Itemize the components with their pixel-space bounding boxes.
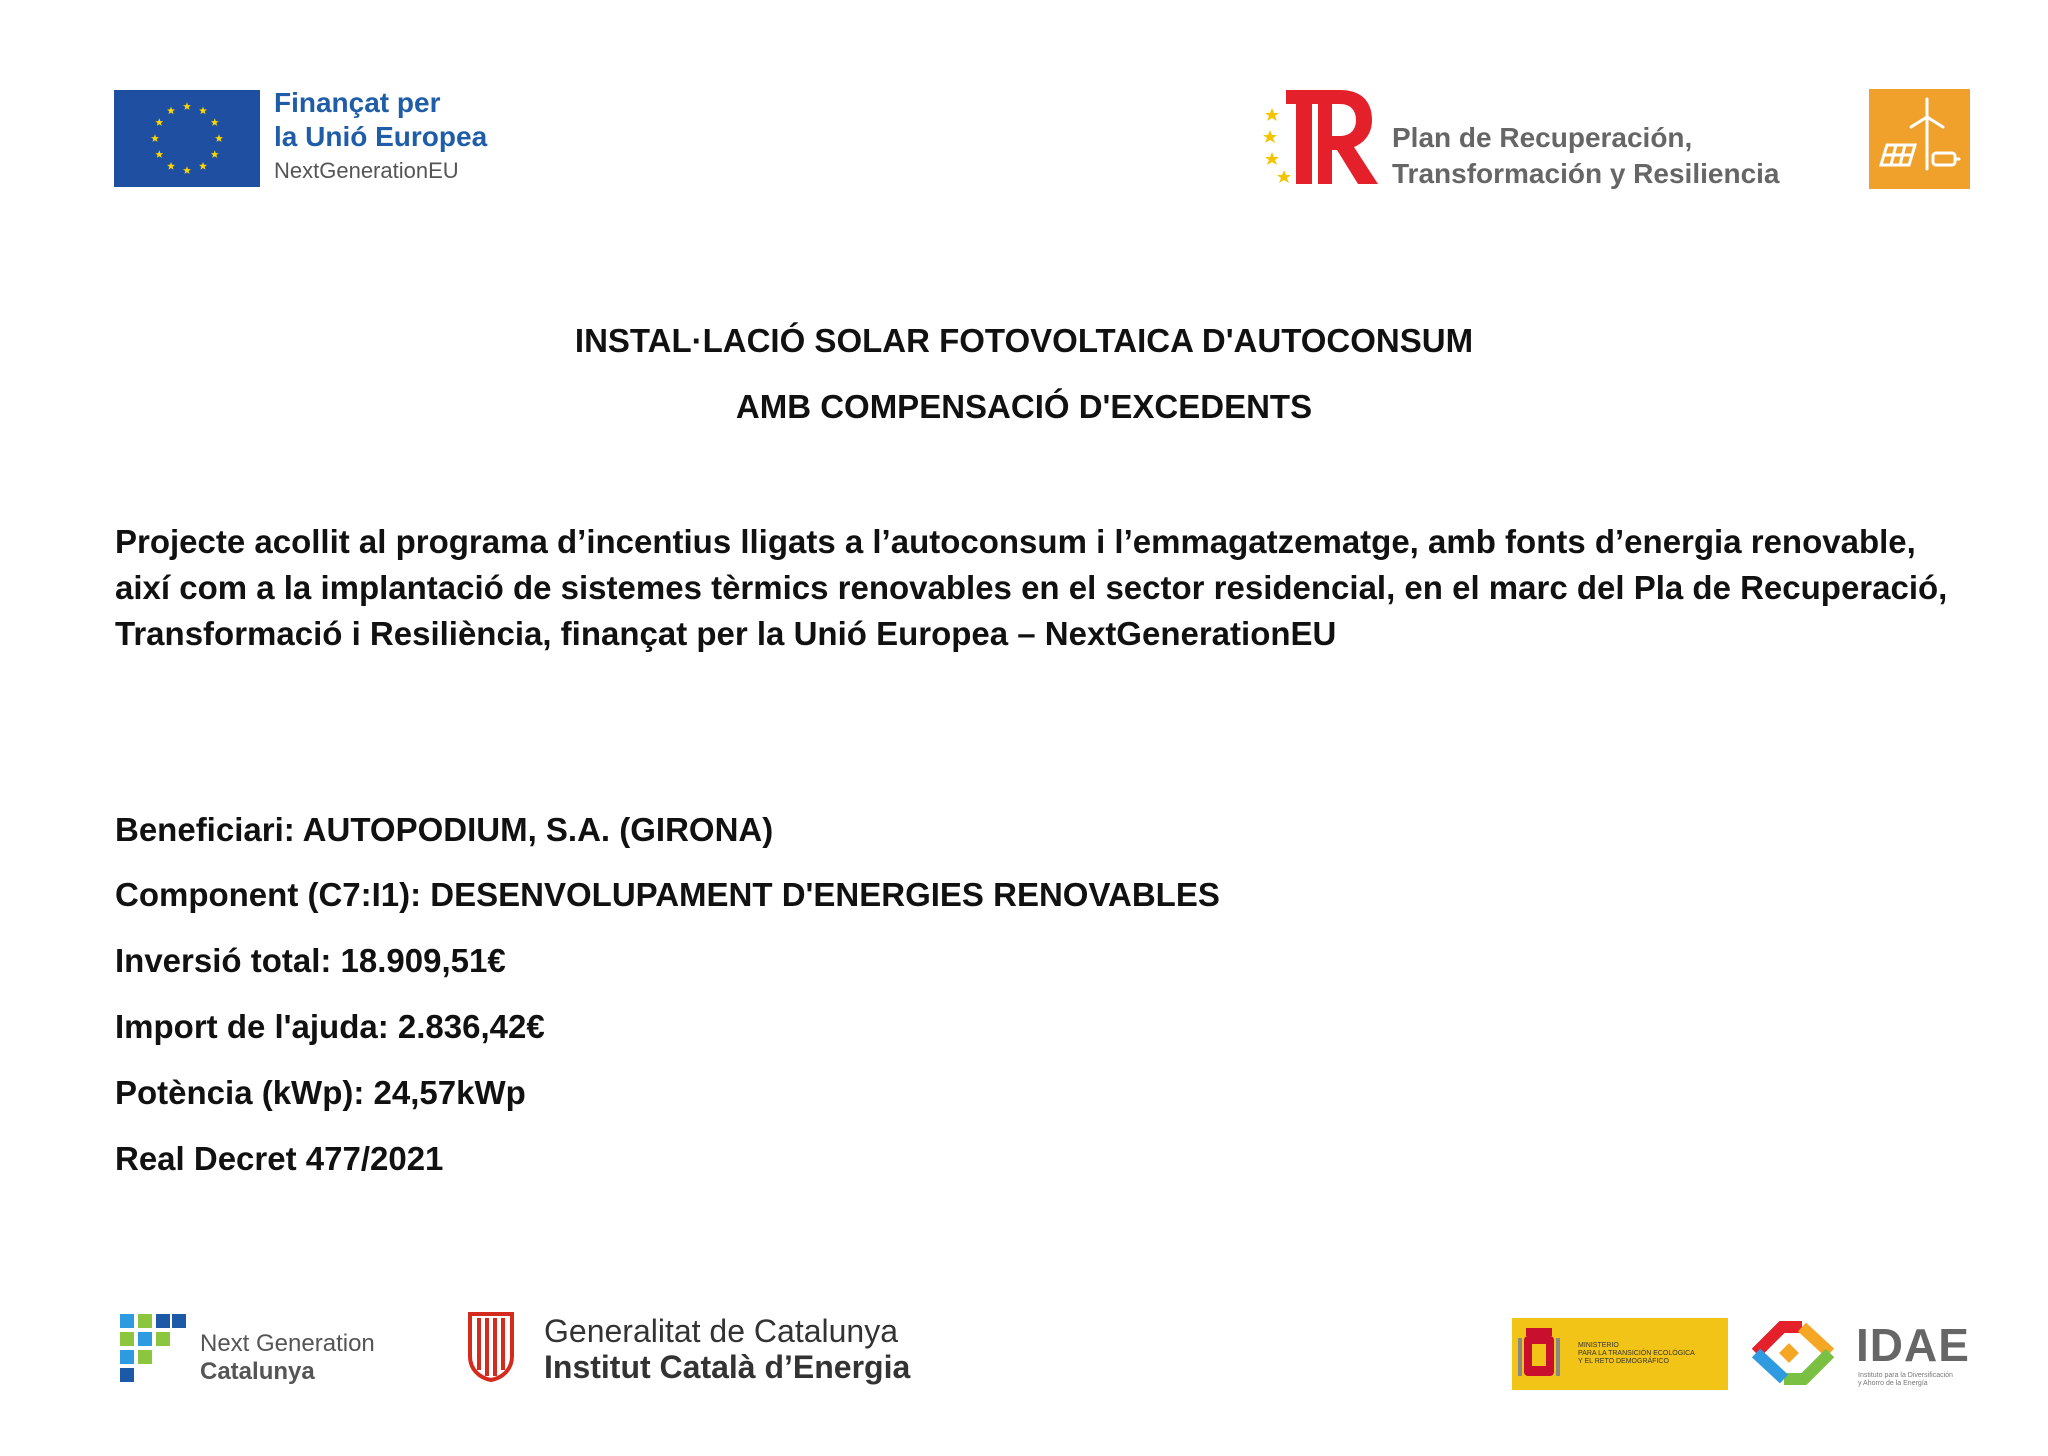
- beneficiari-line: Beneficiari: AUTOPODIUM, S.A. (GIRONA): [115, 811, 774, 848]
- eu-line3: NextGenerationEU: [274, 158, 459, 183]
- generalitat-text: [544, 1313, 910, 1385]
- idae-logo-icon: [1742, 1316, 1844, 1390]
- ministerio-line3: Y EL RETO DEMOGRÁFICO: [1578, 1358, 1669, 1365]
- ngc-line1: Next Generation: [200, 1330, 375, 1357]
- prtr-line1: Plan de Recuperación,: [1392, 122, 1693, 153]
- wind-solar-icon: [1869, 89, 1970, 189]
- intro-paragraph: Projecte acollit al programa d’incentius lligats a l’autoconsum i l’emmagatzematge, amb fonts d’energia renovable, així com a la implantació de sistemes tèrmics renovables en el sector residencial, en el marc del Pla de Recuperació, Transformació i Resiliència, finançat per la Unió Europea – NextGenerationEU: [115, 523, 1948, 652]
- prtr-logo-text: [1392, 120, 1780, 192]
- prtr-tr-logo: [1262, 86, 1382, 190]
- next-generation-catalunya-text: [200, 1330, 375, 1386]
- gencat-line2: Institut Català d’Energia: [544, 1349, 911, 1385]
- ministerio-line2: PARA LA TRANSICIÓN ECOLÓGICA: [1578, 1350, 1695, 1357]
- next-generation-catalunya-icon: [120, 1314, 190, 1384]
- idae-sub1: Instituto para la Diversificación: [1858, 1372, 1953, 1379]
- gencat-line1: Generalitat de Catalunya: [544, 1313, 898, 1349]
- spain-coat-of-arms-icon: [1512, 1318, 1572, 1390]
- eu-funding-logo-text: [274, 86, 487, 188]
- inversio-total-line: Inversió total: 18.909,51€: [115, 942, 506, 979]
- title-line-1: INSTAL·LACIÓ SOLAR FOTOVOLTAICA D'AUTOCONSUM: [574, 322, 1474, 359]
- component-line: Component (C7:I1): DESENVOLUPAMENT D'ENERGIES RENOVABLES: [115, 876, 1220, 913]
- idae-sub2: y Ahorro de la Energía: [1858, 1380, 1928, 1387]
- idae-wordmark: IDAE: [1856, 1319, 1970, 1371]
- potencia-line: Potència (kWp): 24,57kWp: [115, 1074, 526, 1111]
- eu-flag-logo: [114, 90, 260, 187]
- real-decret-line: Real Decret 477/2021: [115, 1140, 444, 1177]
- eu-line2: la Unió Europea: [274, 121, 488, 152]
- ngc-line2: Catalunya: [200, 1358, 315, 1385]
- title-line-2: AMB COMPENSACIÓ D'EXCEDENTS: [735, 388, 1313, 425]
- idae-subtitle: [1858, 1372, 1953, 1388]
- prtr-line2: Transformación y Resiliencia: [1392, 158, 1780, 189]
- generalitat-emblem-icon: [466, 1310, 516, 1382]
- eu-line1: Finançat per: [274, 87, 441, 118]
- ministerio-line1: MINISTERIO: [1578, 1342, 1619, 1349]
- import-ajuda-line: Import de l'ajuda: 2.836,42€: [115, 1008, 545, 1045]
- ministerio-text: [1578, 1342, 1695, 1366]
